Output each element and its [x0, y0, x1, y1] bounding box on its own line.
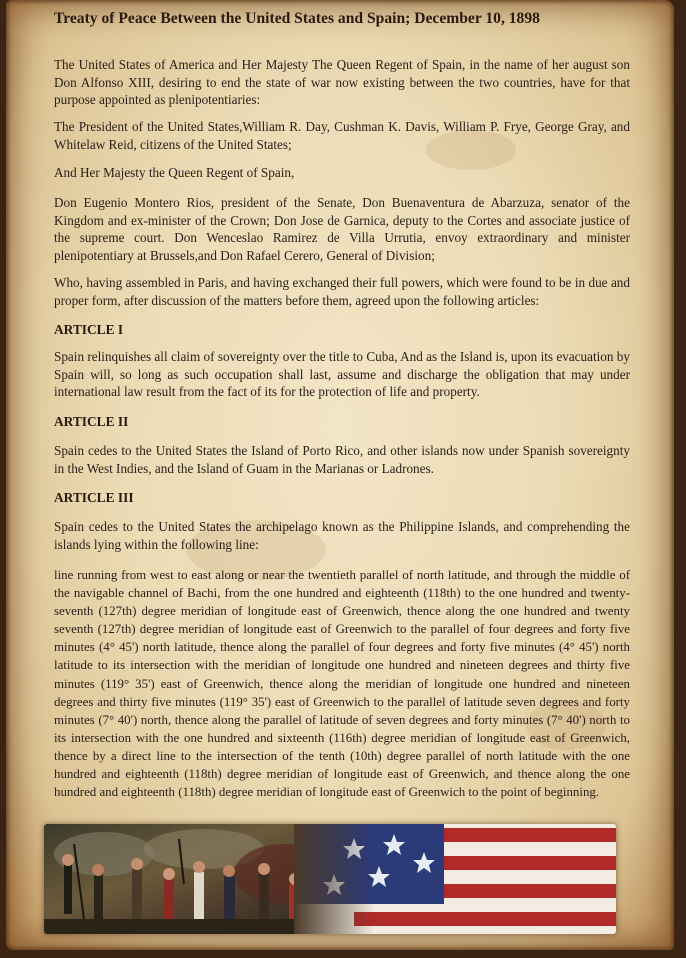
article-3-text: Spain cedes to the United States the archipelago known as the Philippine Islands, and comprehending the islands lying within the following line:	[54, 519, 630, 552]
boundary-description-paragraph: line running from west to east along or near the twentieth parallel of north latitude, and through the middle of the navigable channel of Bachi, from the one hundred and eighteenth (118th) to the one hundred and twenty-seventh (127th) degree meridian of longitude east of Greenwich, thence along the one hundred and twenty seventh (127th) degree meridian of longitude east of Greenwich to the parallel of four degrees and forty five minutes (4° 45') north latitude, thence along the parallel of four degrees and forty five minutes (4° 45') north latitude to its intersection with the meridian of longitude one hundred and nineteen degrees and thirty five minutes (119° 35') east of Greenwich, thence along the meridian of longitude one hundred and nineteen degrees and thirty five minutes (119° 35') east of Greenwich to the parallel of latitude seven degrees and forty minutes (7° 40') north, thence along the parallel of latitude of seven degrees and forty minutes (7° 40') north to its intersection with the one hundred and sixteenth (116th) degree meridian of longitude east of Greenwich, thence by a direct line to the intersection of the tenth (10th) degree parallel of north latitude with the one hundred and eighteenth (118th) degree meridian of longitude east of Greenwich, and thence along the one hundred and eighteenth (118th) degree meridian of longitude east of Greenwich to the point of beginning.	[54, 568, 630, 800]
article-1-text: Spain relinquishes all claim of sovereignty over the title to Cuba, And as the Island is, upon its evacuation by Spain will, so long as such occupation shall last, assume and discharge the obligation that may under international law result from the fact of its for the protection of life and property.	[54, 349, 630, 400]
preamble-paragraph: The United States of America and Her Majesty The Queen Regent of Spain, in the name of her august son Don Alfonso XIII, desiring to end the state of war now existing between the two countries, have for that purpose appointed as plenipotentiaries:	[54, 57, 630, 108]
spain-plenipotentiaries-paragraph: Don Eugenio Montero Rios, president of the Senate, Don Buenaventura de Abarzuza, senator of the Kingdom and ex-minister of the Crown; Don Jose de Garnica, deputy to the Cortes and associate justice of the supreme court. Don Wenceslao Ramirez de Villa Urrutia, envoy extraordinary and minister plenipotentiary at Brussels,and Don Rafael Cerero, General of Division;	[54, 195, 630, 263]
article-3-heading: ARTICLE III	[54, 490, 134, 505]
document-title: Treaty of Peace Between the United States and Spain; December 10, 1898	[54, 10, 540, 27]
article-2-text: Spain cedes to the United States the Island of Porto Rico, and other islands now under Spanish sovereignty in the West Indies, and the Island of Guam in the Marianas or Ladrones.	[54, 443, 630, 476]
assembled-paragraph: Who, having assembled in Paris, and having exchanged their full powers, which were found to be in due and proper form, after discussion of the matters before them, agreed upon the following articles:	[54, 275, 630, 308]
historical-banner-image	[44, 824, 616, 934]
article-2-heading: ARTICLE II	[54, 414, 129, 429]
queen-regent-line: And Her Majesty the Queen Regent of Spain,	[54, 165, 295, 180]
article-1-heading: ARTICLE I	[54, 322, 124, 337]
us-plenipotentiaries-paragraph: The President of the United States,William R. Day, Cushman K. Davis, William P. Frye, George Gray, and Whitelaw Reid, citizens of the United States;	[54, 119, 630, 152]
american-flag-illustration	[294, 824, 616, 934]
